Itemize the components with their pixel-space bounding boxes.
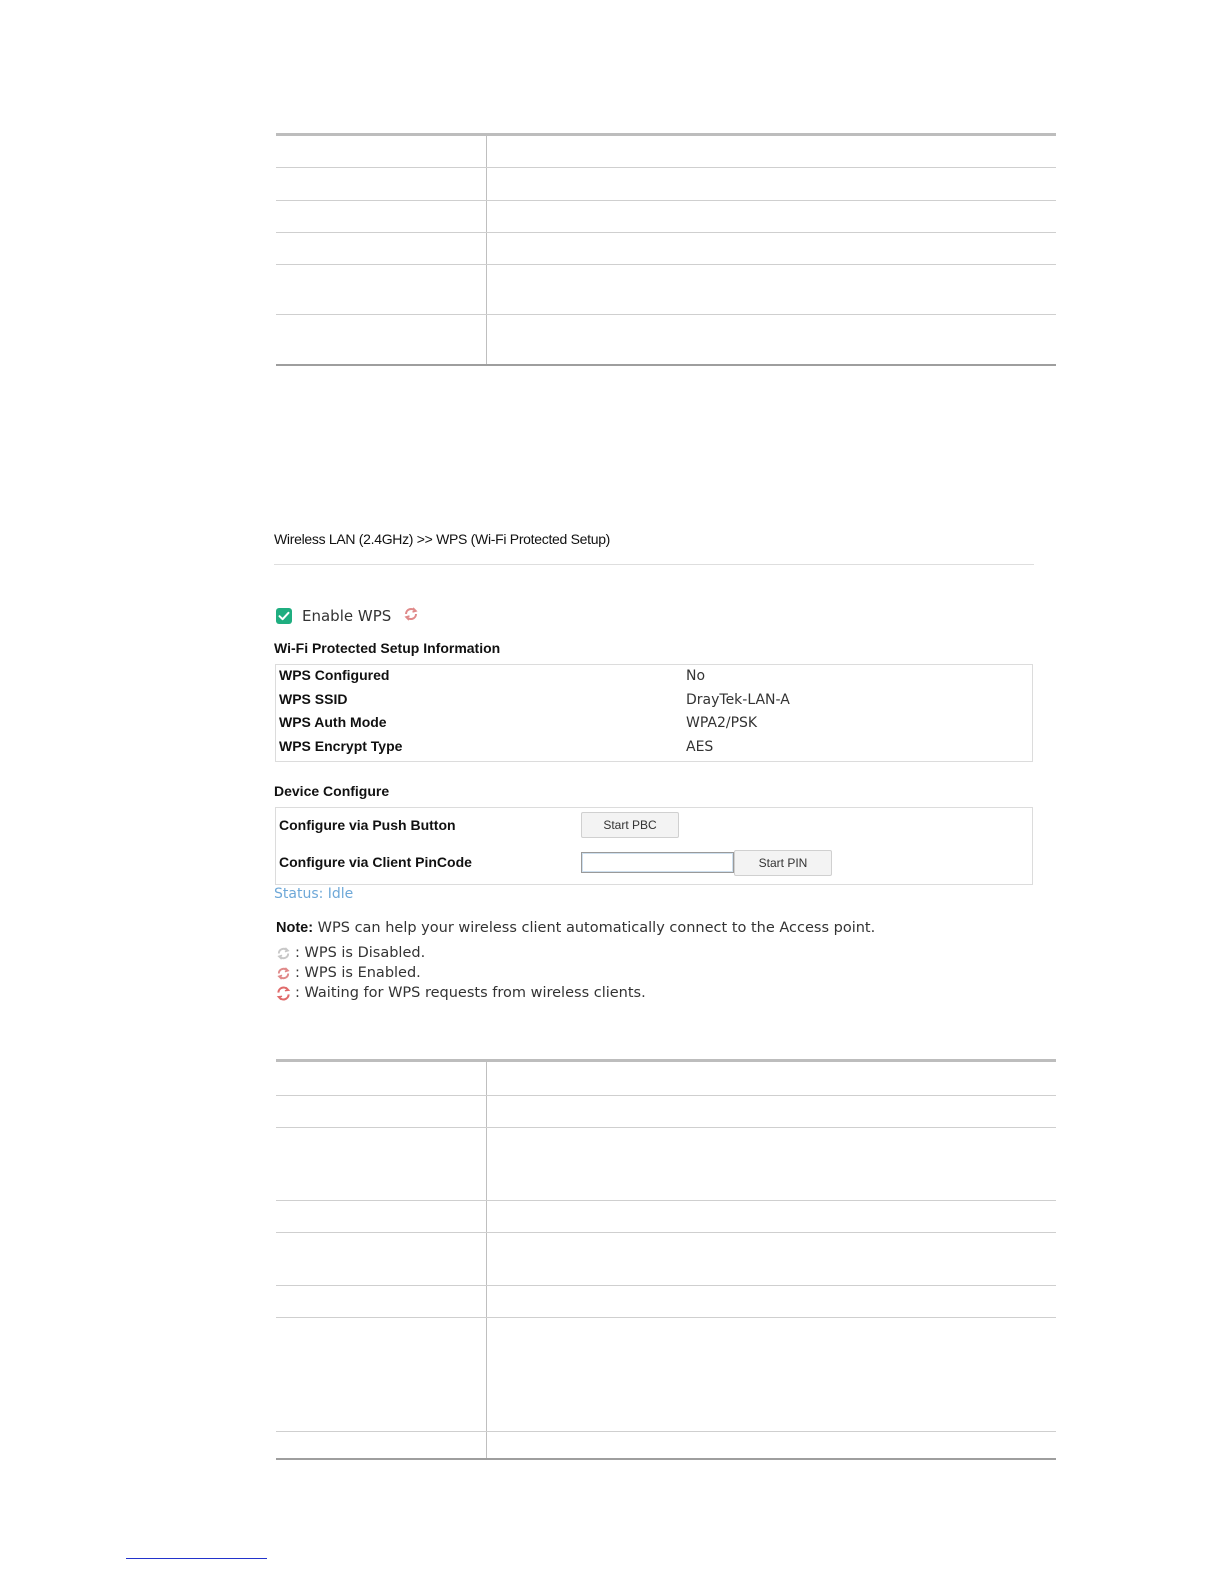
check-icon — [278, 611, 290, 621]
page-title: Wireless LAN (2.4GHz) >> WPS (Wi-Fi Protected Setup) — [274, 531, 611, 547]
enable-wps-row[interactable] — [276, 606, 419, 626]
client-pincode-input[interactable] — [581, 852, 734, 873]
wps-ssid-value: DrayTek-LAN-A — [686, 691, 790, 708]
legend-row — [276, 965, 421, 981]
push-button-label: Configure via Push Button — [279, 817, 456, 833]
note-text: WPS can help your wireless client automatically connect to the Access point. — [313, 920, 876, 936]
wps-waiting-icon — [276, 986, 291, 1001]
wps-info-title: Wi-Fi Protected Setup Information — [274, 640, 501, 656]
enable-wps-label: Enable WPS — [302, 607, 392, 625]
enable-wps-checkbox[interactable] — [276, 608, 292, 624]
wps-settings-panel — [274, 528, 1034, 1001]
wps-enabled-icon — [403, 606, 419, 626]
info-row — [276, 665, 1032, 689]
wps-disabled-icon — [276, 946, 291, 961]
device-configure-title: Device Configure — [274, 783, 390, 799]
footer-rule — [126, 1558, 267, 1559]
device-configure-box — [275, 807, 1033, 885]
title-divider — [274, 564, 1034, 565]
wps-ssid-label: WPS SSID — [279, 690, 348, 707]
wps-encrypt-type-value: AES — [686, 738, 714, 755]
start-pbc-button[interactable]: Start PBC — [581, 812, 679, 838]
wps-info-box — [275, 664, 1033, 762]
wps-configured-label: WPS Configured — [279, 667, 390, 683]
wps-auth-mode-label: WPS Auth Mode — [279, 714, 387, 730]
legend-row — [276, 945, 425, 961]
note — [276, 920, 875, 936]
legend-row — [276, 985, 646, 1001]
info-row — [276, 712, 1032, 736]
description-table-bottom — [276, 1059, 1056, 1460]
note-label: Note: — [276, 920, 314, 936]
wps-enabled-icon — [276, 966, 291, 981]
info-row — [276, 736, 1032, 760]
description-table-top — [276, 133, 1056, 366]
wps-configured-value: No — [686, 668, 706, 684]
wps-encrypt-type-label: WPS Encrypt Type — [279, 737, 403, 754]
wps-status: Status: Idle — [274, 886, 354, 902]
client-pincode-label: Configure via Client PinCode — [279, 854, 472, 870]
info-row — [276, 689, 1032, 713]
legend-waiting-text: : Waiting for WPS requests from wireless clients. — [295, 985, 646, 1001]
legend-enabled-text: : WPS is Enabled. — [295, 965, 421, 981]
start-pin-button[interactable]: Start PIN — [734, 850, 832, 876]
legend-disabled-text: : WPS is Disabled. — [295, 945, 426, 961]
wps-auth-mode-value: WPA2/PSK — [686, 715, 758, 731]
